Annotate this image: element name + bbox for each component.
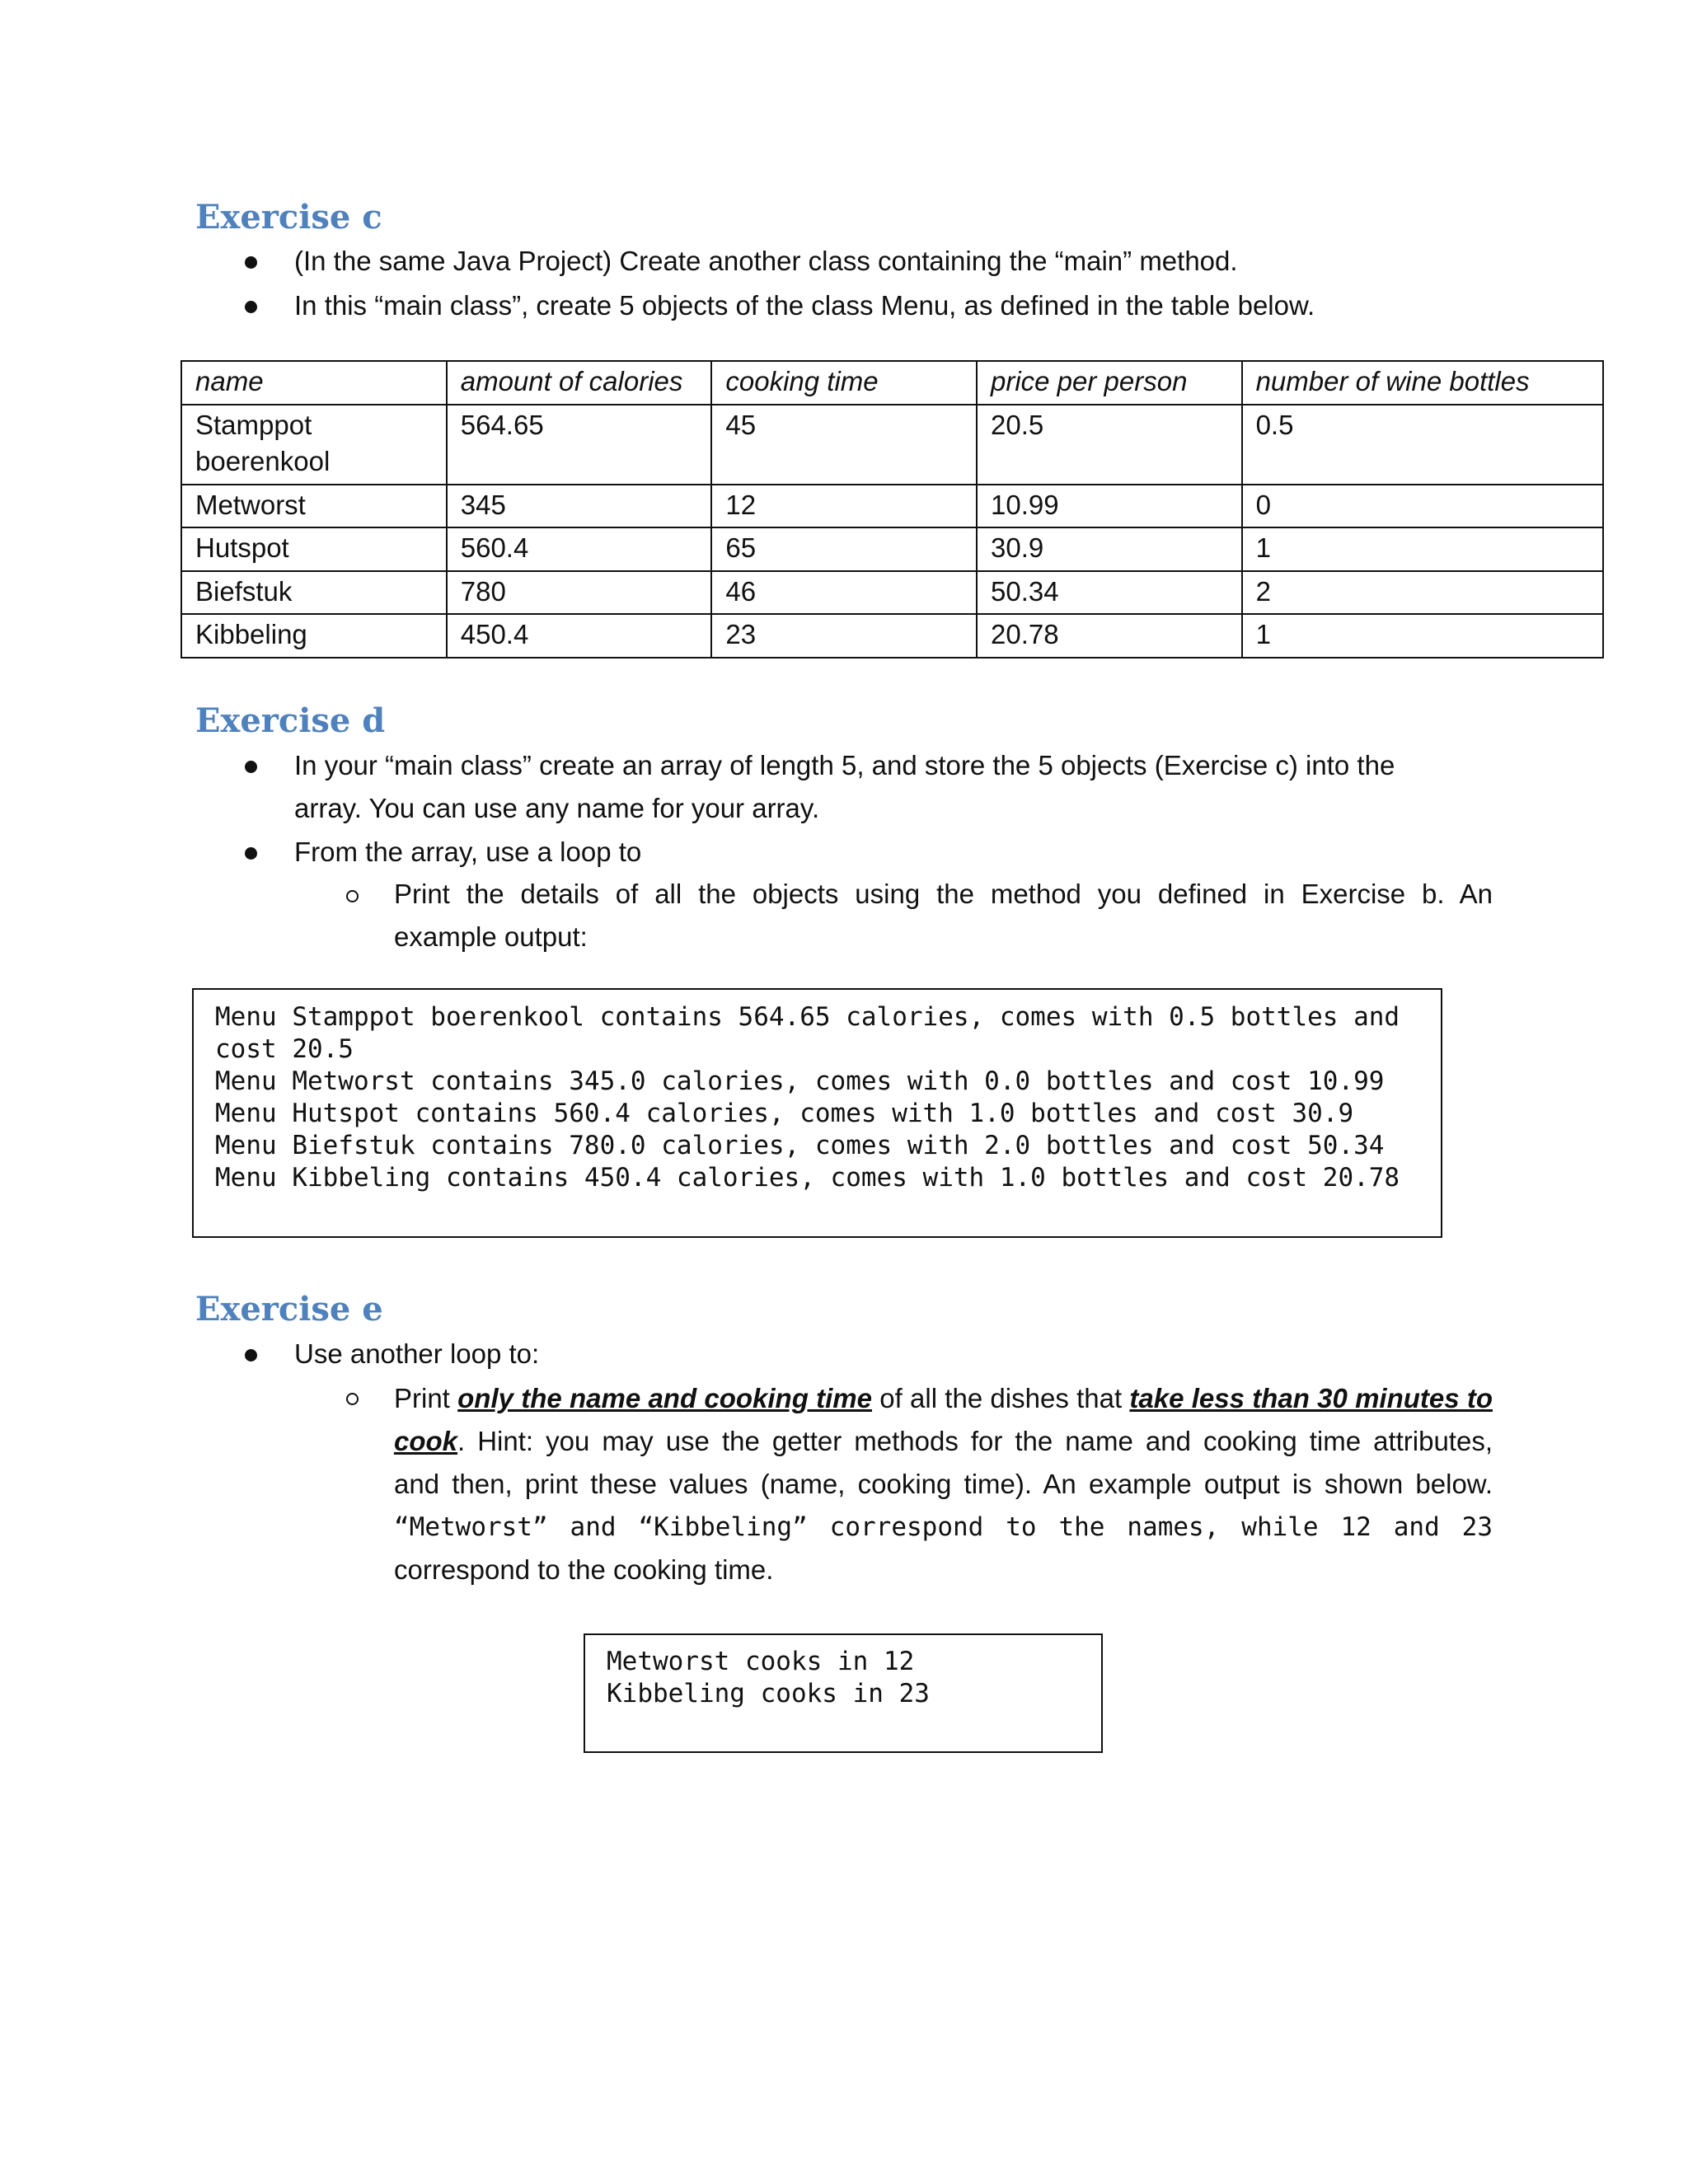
cell-time: 12	[711, 485, 977, 528]
cell-bottles: 1	[1242, 614, 1603, 658]
exercise-e-sub-paragraph	[394, 1377, 1493, 1591]
emphasis-less-than-30: take less than 30 minutes to	[1129, 1383, 1493, 1413]
cell-time: 45	[711, 405, 977, 485]
cell-price: 20.78	[977, 614, 1242, 658]
bullet-icon	[245, 301, 257, 313]
bullet-icon	[245, 256, 257, 269]
cell-bottles: 1	[1242, 527, 1603, 571]
sub-bullet-icon	[346, 1393, 359, 1405]
cell-calories: 564.65	[447, 405, 712, 485]
output-line: Menu Hutspot contains 560.4 calories, comes with 1.0 bottles and cost 30.9	[215, 1099, 1354, 1128]
output-line: Menu Stamppot boerenkool contains 564.65 calories, comes with 0.5 bottles and	[215, 1002, 1400, 1032]
column-header: name	[181, 361, 447, 405]
exercise-c-bullet-1: (In the same Java Project) Create another class containing the “main” method.	[294, 246, 1238, 276]
paragraph-line: “Metworst” and “Kibbeling” correspond to the names, while 12 and 23	[394, 1512, 1493, 1542]
cell-calories: 560.4	[447, 527, 712, 571]
cell-time: 65	[711, 527, 977, 571]
print-word: Print	[394, 1383, 450, 1413]
cell-price: 10.99	[977, 485, 1242, 528]
menu-table	[181, 360, 1604, 658]
table-row	[181, 485, 1603, 528]
output-line: Kibbeling cooks in 23	[607, 1679, 930, 1708]
paragraph-line	[394, 1377, 1493, 1420]
example-output-box	[192, 988, 1442, 1238]
exercise-d-sub-line-2: example output:	[394, 921, 588, 952]
table-row	[181, 527, 1603, 571]
exercise-c-heading: Exercise c	[195, 198, 382, 237]
output-line: Menu Metworst contains 345.0 calories, comes with 0.0 bottles and cost 10.99	[215, 1066, 1385, 1096]
exercise-d-bullet-1-line-2: array. You can use any name for your array.	[294, 793, 820, 823]
exercise-c-bullet-2: In this “main class”, create 5 objects of the class Menu, as defined in the table below.	[294, 290, 1315, 321]
table-header-row	[181, 361, 1603, 405]
cell-name: Hutspot	[181, 527, 447, 571]
cell-name: Biefstuk	[181, 571, 447, 615]
paragraph-text: of all the dishes that	[879, 1383, 1123, 1413]
paragraph-line: and then, print these values (name, cooking time). An example output is shown below.	[394, 1469, 1493, 1499]
paragraph-line: correspond to the cooking time.	[394, 1554, 774, 1585]
output-line: Menu Kibbeling contains 450.4 calories, comes with 1.0 bottles and cost 20.78	[215, 1163, 1400, 1193]
cell-name: Kibbeling	[181, 614, 447, 658]
example-output-box-e	[584, 1633, 1103, 1753]
bullet-icon	[245, 847, 257, 860]
cell-name-line: Stamppot	[195, 409, 312, 440]
output-line: Metworst cooks in 12	[607, 1647, 915, 1676]
cell-calories: 345	[447, 485, 712, 528]
cell-time: 46	[711, 571, 977, 615]
exercise-d-heading: Exercise d	[195, 701, 386, 740]
output-line: Menu Biefstuk contains 780.0 calories, comes with 2.0 bottles and cost 50.34	[215, 1131, 1385, 1160]
column-header: amount of calories	[447, 361, 712, 405]
cell-bottles: 0.5	[1242, 405, 1603, 485]
cell-name: Metworst	[181, 485, 447, 528]
cell-name	[181, 405, 447, 485]
column-header: cooking time	[711, 361, 977, 405]
column-header: number of wine bottles	[1242, 361, 1603, 405]
cell-price: 20.5	[977, 405, 1242, 485]
cell-calories: 450.4	[447, 614, 712, 658]
column-header: price per person	[977, 361, 1242, 405]
table-row	[181, 614, 1603, 658]
cell-name-line: boerenkool	[195, 446, 331, 477]
cell-price: 30.9	[977, 527, 1242, 571]
table-row	[181, 405, 1603, 485]
cell-price: 50.34	[977, 571, 1242, 615]
emphasis-name-time: only the name and cooking time	[457, 1383, 872, 1413]
emphasis-cook: cook	[394, 1426, 458, 1456]
exercise-e-bullet: Use another loop to:	[294, 1338, 540, 1369]
exercise-d-sub-line-1: Print the details of all the objects using the method you defined in Exercise b. An	[394, 879, 1493, 909]
bullet-icon	[245, 1349, 257, 1361]
sub-bullet-icon	[346, 890, 359, 902]
paragraph-text: . Hint: you may use the getter methods for the name and cooking time attributes,	[457, 1426, 1493, 1456]
exercise-d-bullet-1-line-1: In your “main class” create an array of length 5, and store the 5 objects (Exercise c) into the	[294, 750, 1395, 780]
table-row	[181, 571, 1603, 615]
paragraph-line	[394, 1420, 1493, 1463]
exercise-d-bullet-2: From the array, use a loop to	[294, 837, 642, 867]
cell-bottles: 0	[1242, 485, 1603, 528]
output-line: cost 20.5	[215, 1034, 354, 1064]
cell-bottles: 2	[1242, 571, 1603, 615]
bullet-icon	[245, 761, 257, 773]
exercise-e-heading: Exercise e	[195, 1290, 383, 1329]
cell-calories: 780	[447, 571, 712, 615]
cell-time: 23	[711, 614, 977, 658]
